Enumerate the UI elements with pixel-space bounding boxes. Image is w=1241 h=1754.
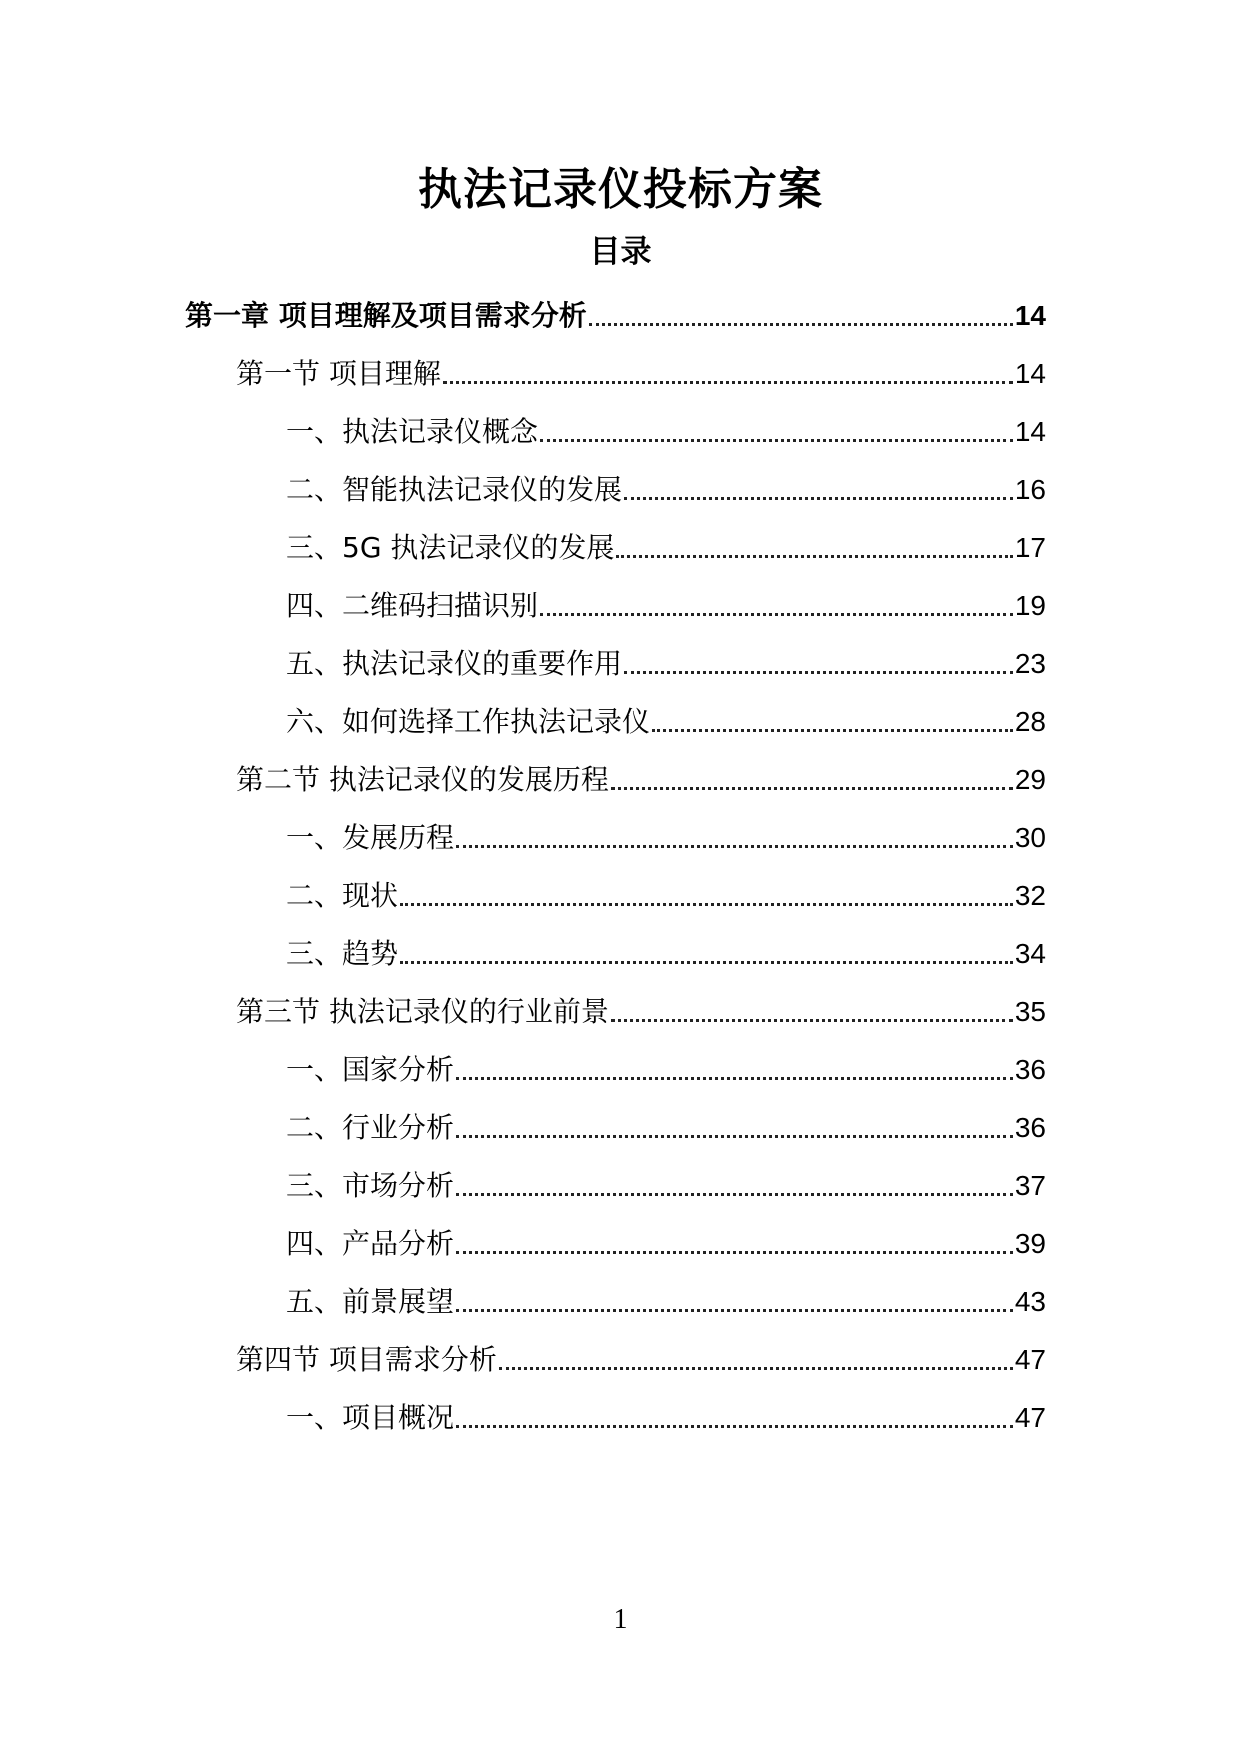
toc-entry[interactable] — [286, 818, 1046, 858]
toc-dot-leader — [456, 1282, 1013, 1322]
toc-entry[interactable] — [286, 528, 1046, 568]
toc-entry[interactable] — [286, 644, 1046, 684]
toc-entry-title: 一、执法记录仪概念 — [286, 415, 539, 448]
toc-entry-page: 34 — [1014, 938, 1046, 969]
toc-entry[interactable] — [286, 470, 1046, 510]
toc-dot-leader — [616, 528, 1012, 568]
toc-heading: 目录 — [589, 234, 652, 270]
toc-dot-leader — [611, 992, 1013, 1032]
toc-entry-title: 第三节 执法记录仪的行业前景 — [236, 995, 609, 1028]
toc-entry[interactable] — [236, 992, 1046, 1032]
toc-entry[interactable] — [286, 1050, 1046, 1090]
toc-entry-page: 23 — [1014, 648, 1046, 679]
toc-entry[interactable] — [286, 934, 1046, 974]
toc-dot-leader — [443, 354, 1013, 394]
toc-dot-leader — [456, 1398, 1013, 1438]
toc-entry-page: 39 — [1014, 1228, 1046, 1259]
toc-dot-leader — [540, 412, 1013, 452]
toc-dot-leader — [456, 1224, 1013, 1264]
toc-entry-title: 第一节 项目理解 — [236, 357, 441, 390]
toc-entry-title: 五、执法记录仪的重要作用 — [286, 647, 623, 680]
toc-entry[interactable] — [286, 1224, 1046, 1264]
toc-entry-title: 一、国家分析 — [286, 1053, 455, 1086]
toc-dot-leader — [652, 702, 1013, 742]
toc-entry-page: 16 — [1014, 474, 1046, 505]
toc-entry[interactable] — [286, 586, 1046, 626]
toc-entry[interactable] — [236, 1340, 1046, 1380]
toc-entry[interactable] — [286, 1166, 1046, 1206]
toc-entry-page: 35 — [1014, 996, 1046, 1027]
toc-entry[interactable] — [286, 1282, 1046, 1322]
toc-entry-page: 43 — [1014, 1286, 1046, 1317]
toc-entry-title: 第二节 执法记录仪的发展历程 — [236, 763, 609, 796]
toc-dot-leader — [589, 296, 1013, 336]
toc-dot-leader — [624, 470, 1013, 510]
toc-entry-page: 28 — [1014, 706, 1046, 737]
toc-entry[interactable] — [286, 1398, 1046, 1438]
toc-dot-leader — [540, 586, 1013, 626]
toc-entry-page: 36 — [1014, 1112, 1046, 1143]
toc-entry-page: 32 — [1014, 880, 1046, 911]
page-number: 1 — [613, 1604, 628, 1635]
toc-entry-title: 三、5G 执法记录仪的发展 — [286, 531, 615, 564]
toc-dot-leader — [456, 1050, 1013, 1090]
toc-dot-leader — [499, 1340, 1013, 1380]
toc-entry-title: 五、前景展望 — [286, 1285, 455, 1318]
toc-dot-leader — [456, 1108, 1013, 1148]
toc-entry-page: 29 — [1014, 764, 1046, 795]
toc-entry-title: 二、行业分析 — [286, 1111, 455, 1144]
toc-dot-leader — [456, 818, 1013, 858]
toc-entry-page: 37 — [1014, 1170, 1046, 1201]
toc-entry-title: 三、市场分析 — [286, 1169, 455, 1202]
toc-entry-title: 四、二维码扫描识别 — [286, 589, 539, 622]
toc-entry-page: 19 — [1014, 590, 1046, 621]
toc-entry-page: 47 — [1014, 1402, 1046, 1433]
toc-dot-leader — [400, 934, 1013, 974]
toc-entry-title: 一、项目概况 — [286, 1401, 455, 1434]
toc-entry-title: 第四节 项目需求分析 — [236, 1343, 497, 1376]
toc-entry-page: 14 — [1014, 416, 1046, 447]
toc-entry-page: 14 — [1014, 300, 1046, 331]
toc-entry-title: 六、如何选择工作执法记录仪 — [286, 705, 651, 738]
toc-entry-page: 36 — [1014, 1054, 1046, 1085]
toc-entry-title: 二、现状 — [286, 879, 399, 912]
toc-entry[interactable] — [185, 296, 1046, 336]
toc-dot-leader — [624, 644, 1013, 684]
toc-entry-page: 30 — [1014, 822, 1046, 853]
document-title: 执法记录仪投标方案 — [418, 164, 823, 215]
toc-entry-title: 二、智能执法记录仪的发展 — [286, 473, 623, 506]
toc-entry-page: 17 — [1014, 532, 1046, 563]
toc-entry-page: 47 — [1014, 1344, 1046, 1375]
toc-entry-title: 一、发展历程 — [286, 821, 455, 854]
toc-entry[interactable] — [236, 354, 1046, 394]
toc-dot-leader — [611, 760, 1013, 800]
toc-entry[interactable] — [286, 1108, 1046, 1148]
toc-dot-leader — [456, 1166, 1013, 1206]
toc-entry-title: 四、产品分析 — [286, 1227, 455, 1260]
toc-entry-page: 14 — [1014, 358, 1046, 389]
toc-entry[interactable] — [286, 876, 1046, 916]
toc-dot-leader — [400, 876, 1013, 916]
toc-entry-title: 三、趋势 — [286, 937, 399, 970]
toc-entry[interactable] — [236, 760, 1046, 800]
toc-entry-title: 第一章 项目理解及项目需求分析 — [185, 299, 587, 332]
toc-entry[interactable] — [286, 702, 1046, 742]
toc-entry[interactable] — [286, 412, 1046, 452]
